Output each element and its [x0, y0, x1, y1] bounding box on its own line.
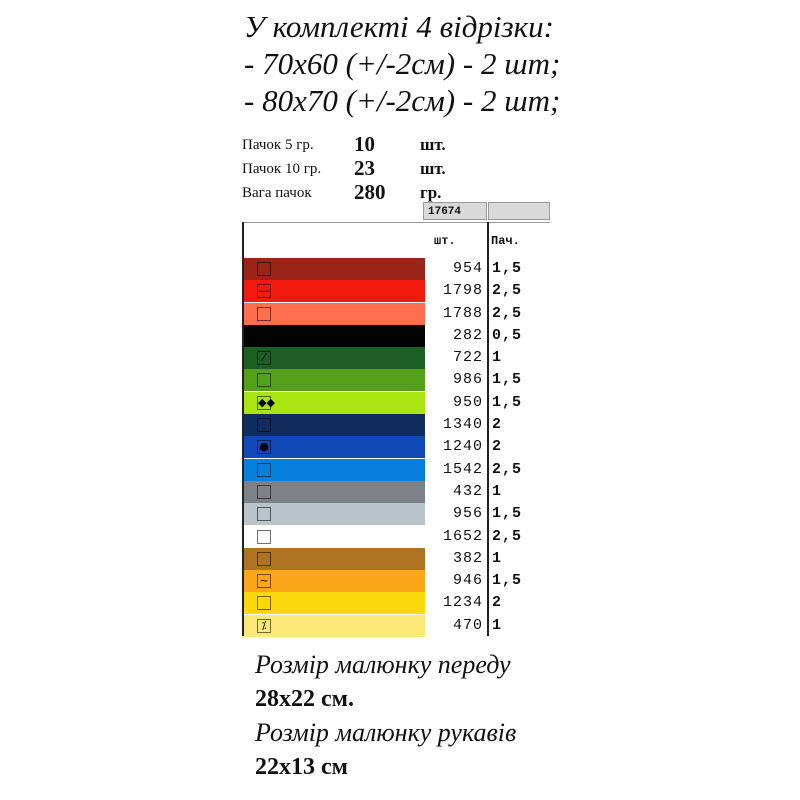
symbol-box	[257, 463, 271, 477]
symbol-box: —	[258, 284, 270, 298]
color-row	[244, 526, 564, 548]
color-row	[244, 258, 564, 280]
pattern-code: 17674	[423, 202, 487, 220]
color-row	[244, 503, 564, 525]
stitch-count: 382	[452, 549, 483, 567]
pack-count: 1,5	[492, 572, 523, 590]
color-row	[244, 615, 564, 637]
stitch-count: 1788	[442, 304, 483, 322]
symbol-box	[257, 418, 271, 432]
stitch-count: 986	[452, 371, 483, 389]
pack-count: 1,5	[492, 393, 523, 411]
symbol-box: ◆◆	[258, 395, 275, 409]
pack-count: 1,5	[492, 260, 523, 277]
color-swatch	[244, 592, 425, 614]
sleeve-size-value: 22х13 см	[255, 754, 348, 780]
pack-count: 2	[492, 438, 503, 456]
color-swatch	[244, 347, 425, 369]
stitch-count: 946	[452, 572, 483, 590]
column-header-count: шт.	[434, 234, 456, 248]
stitch-count: 950	[452, 393, 483, 411]
stat-value: 280	[354, 180, 386, 204]
table-top-border	[242, 222, 550, 223]
symbol-box	[257, 530, 271, 544]
stitch-count: 1798	[442, 282, 483, 300]
color-swatch	[244, 615, 425, 637]
stitch-count: 1652	[442, 527, 483, 545]
stat-value: 10	[354, 132, 375, 156]
color-row	[244, 347, 564, 369]
pattern-code-blank-cell	[488, 202, 550, 220]
color-swatch	[244, 392, 425, 414]
color-row	[244, 592, 564, 614]
stat-unit: шт.	[420, 159, 446, 178]
pack-count: 2	[492, 416, 503, 434]
kit-title: У комплекті 4 відрізки:	[244, 9, 554, 44]
color-row	[244, 392, 564, 414]
kit-heading	[244, 8, 560, 119]
color-row	[244, 481, 564, 503]
symbol-box	[257, 307, 271, 321]
color-swatch	[244, 369, 425, 391]
color-swatch	[244, 503, 425, 525]
stat-label: Вага пачок	[242, 185, 312, 201]
color-swatch	[244, 258, 425, 280]
symbol-box	[257, 373, 271, 387]
color-row	[244, 325, 564, 347]
color-row	[244, 436, 564, 458]
stat-label: Пачок 5 гр.	[242, 137, 314, 153]
kit-piece-line-2: - 80х70 (+/-2см) - 2 шт;	[244, 83, 561, 118]
symbol-box: ⁄	[257, 351, 271, 365]
color-swatch	[244, 481, 425, 503]
stitch-count: 282	[452, 326, 483, 344]
stitch-count: 954	[452, 260, 483, 277]
color-row	[244, 570, 564, 592]
stitch-count: 956	[452, 505, 483, 523]
front-size-label: Розмір малюнку переду	[255, 650, 511, 679]
stat-label: Пачок 10 гр.	[242, 161, 322, 177]
color-swatch	[244, 303, 425, 325]
color-swatch	[244, 280, 425, 302]
pack-count: 0,5	[492, 326, 523, 344]
color-row	[244, 303, 564, 325]
pack-count: 2,5	[492, 527, 523, 545]
symbol-box: ~	[257, 574, 271, 588]
symbol-box	[257, 507, 271, 521]
pack-count: 1	[492, 549, 503, 567]
symbol-box: ⁒	[257, 619, 271, 633]
stitch-count: 722	[452, 349, 483, 367]
color-swatch	[244, 325, 425, 347]
color-swatch	[244, 570, 425, 592]
pack-count: 2,5	[492, 304, 523, 322]
stitch-count: 1340	[442, 416, 483, 434]
pack-count: 1,5	[492, 371, 523, 389]
color-row	[244, 548, 564, 570]
color-rows	[244, 258, 564, 637]
symbol-box	[257, 329, 271, 343]
pack-count: 1	[492, 482, 503, 500]
pack-count: 2	[492, 594, 503, 612]
size-info	[255, 648, 516, 784]
symbol-box	[257, 596, 271, 610]
stat-unit: шт.	[420, 135, 446, 154]
kit-piece-line-1: - 70х60 (+/-2см) - 2 шт;	[244, 46, 561, 81]
color-row	[244, 369, 564, 391]
color-swatch	[244, 526, 425, 548]
sleeve-size-label: Розмір малюнку рукавів	[255, 718, 517, 747]
stitch-count: 470	[452, 616, 483, 634]
pack-count: 2,5	[492, 460, 523, 478]
front-size-value: 28х22 см.	[255, 686, 354, 712]
color-row	[244, 459, 564, 481]
pack-count: 1,5	[492, 505, 523, 523]
stat-unit: гр.	[420, 183, 442, 202]
stitch-count: 1542	[442, 460, 483, 478]
stitch-count: 1234	[442, 594, 483, 612]
pack-count: 2,5	[492, 282, 523, 300]
column-header-packs: Пач.	[491, 234, 520, 248]
color-swatch	[244, 459, 425, 481]
stitch-count: 1240	[442, 438, 483, 456]
pack-count: 1	[492, 349, 503, 367]
pack-count: 1	[492, 616, 503, 634]
stat-value: 23	[354, 156, 375, 180]
color-swatch	[244, 548, 425, 570]
symbol-box	[257, 552, 271, 566]
color-row	[244, 414, 564, 436]
color-row	[244, 280, 564, 302]
symbol-box: ●	[257, 440, 271, 454]
stitch-count: 432	[452, 482, 483, 500]
color-swatch	[244, 436, 425, 458]
color-swatch	[244, 414, 425, 436]
symbol-box	[257, 485, 271, 499]
symbol-box	[257, 262, 271, 276]
